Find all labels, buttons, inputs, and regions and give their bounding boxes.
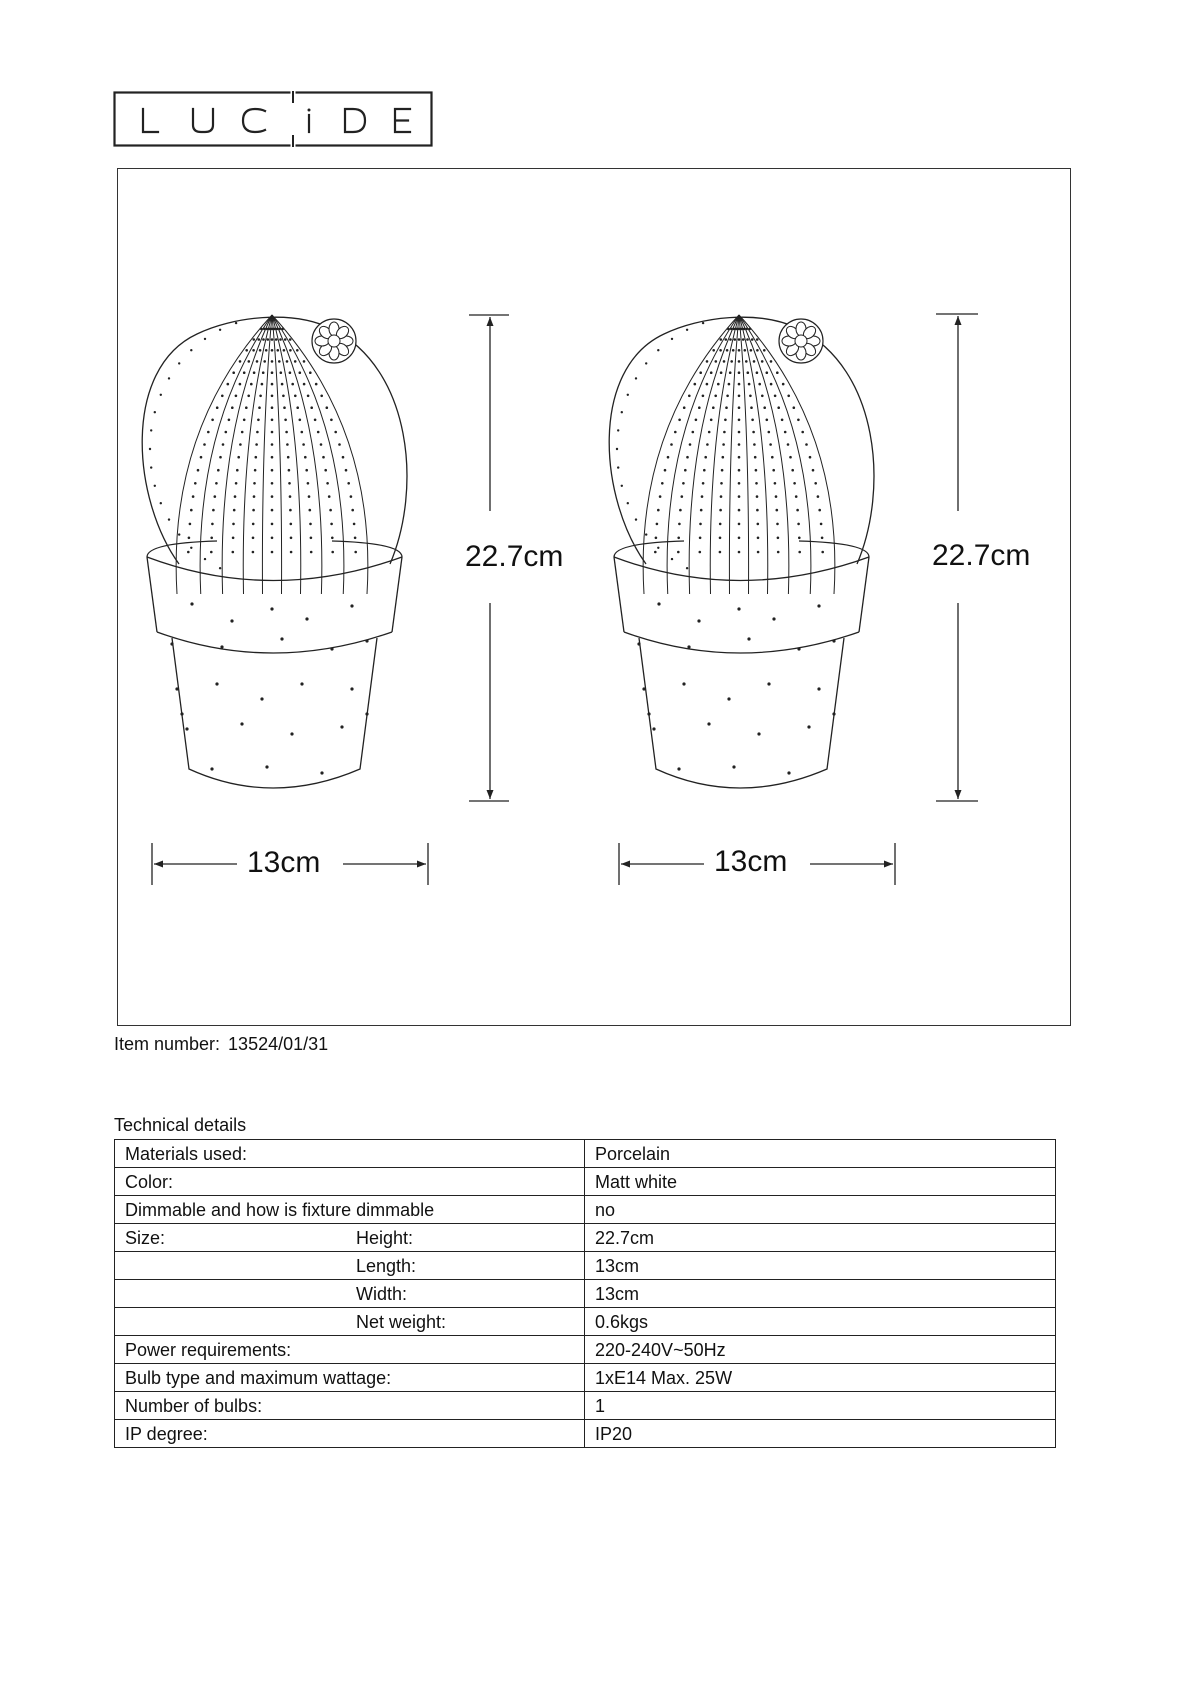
cactus-drawing-svg [118,169,1072,1027]
item-number-label: Item number: [114,1034,221,1054]
spec-value: 1 [585,1392,1056,1420]
table-row [115,1336,1056,1364]
table-row [115,1168,1056,1196]
spec-label-cell [115,1308,585,1336]
right-height-label: 22.7cm [932,539,1031,572]
lucide-logo [113,91,433,147]
cactus-left-illustration [142,315,407,788]
spec-sublabel: Net weight: [356,1311,447,1332]
spec-label-cell [115,1420,585,1448]
table-row [115,1308,1056,1336]
left-height-label: 22.7cm [465,540,564,573]
left-width-label: 13cm [247,846,321,879]
spec-label: Bulb type and maximum wattage: [125,1367,392,1388]
item-number-value: 13524/01/31 [228,1034,329,1054]
table-row [115,1280,1056,1308]
table-row [115,1196,1056,1224]
spec-value: IP20 [585,1420,1056,1448]
spec-sublabel: Height: [356,1227,414,1248]
spec-sublabel: Length: [356,1255,417,1276]
item-number [114,1034,328,1055]
table-row [115,1252,1056,1280]
right-width-label: 13cm [714,845,788,878]
table-row [115,1420,1056,1448]
table-row [115,1364,1056,1392]
spec-label-cell [115,1224,585,1252]
spec-label-cell [115,1280,585,1308]
spec-value: 1xE14 Max. 25W [585,1364,1056,1392]
spec-label: Number of bulbs: [125,1395,263,1416]
spec-label: Power requirements: [125,1339,292,1360]
spec-label: Size: [125,1227,166,1248]
spec-label: Materials used: [125,1143,248,1164]
spec-label: IP degree: [125,1423,208,1444]
spec-label-cell [115,1364,585,1392]
spec-label: Color: [125,1171,174,1192]
spec-label-cell [115,1168,585,1196]
table-row [115,1392,1056,1420]
spec-label-cell [115,1252,585,1280]
cactus-right-illustration [609,315,874,788]
spec-value: 13cm [585,1252,1056,1280]
table-row [115,1224,1056,1252]
technical-details-table [114,1139,1056,1448]
spec-label-cell [115,1140,585,1168]
spec-label-cell [115,1392,585,1420]
spec-label-cell [115,1336,585,1364]
spec-value: Porcelain [585,1140,1056,1168]
table-row [115,1140,1056,1168]
technical-details-title: Technical details [114,1115,247,1135]
spec-label-cell [115,1196,585,1224]
spec-value: Matt white [585,1168,1056,1196]
spec-value: 0.6kgs [585,1308,1056,1336]
spec-value: no [585,1196,1056,1224]
spec-value: 13cm [585,1280,1056,1308]
spec-label: Dimmable and how is fixture dimmable [125,1199,435,1220]
spec-value: 220-240V~50Hz [585,1336,1056,1364]
technical-drawing [117,168,1071,1026]
spec-sublabel: Width: [356,1283,408,1304]
spec-value: 22.7cm [585,1224,1056,1252]
